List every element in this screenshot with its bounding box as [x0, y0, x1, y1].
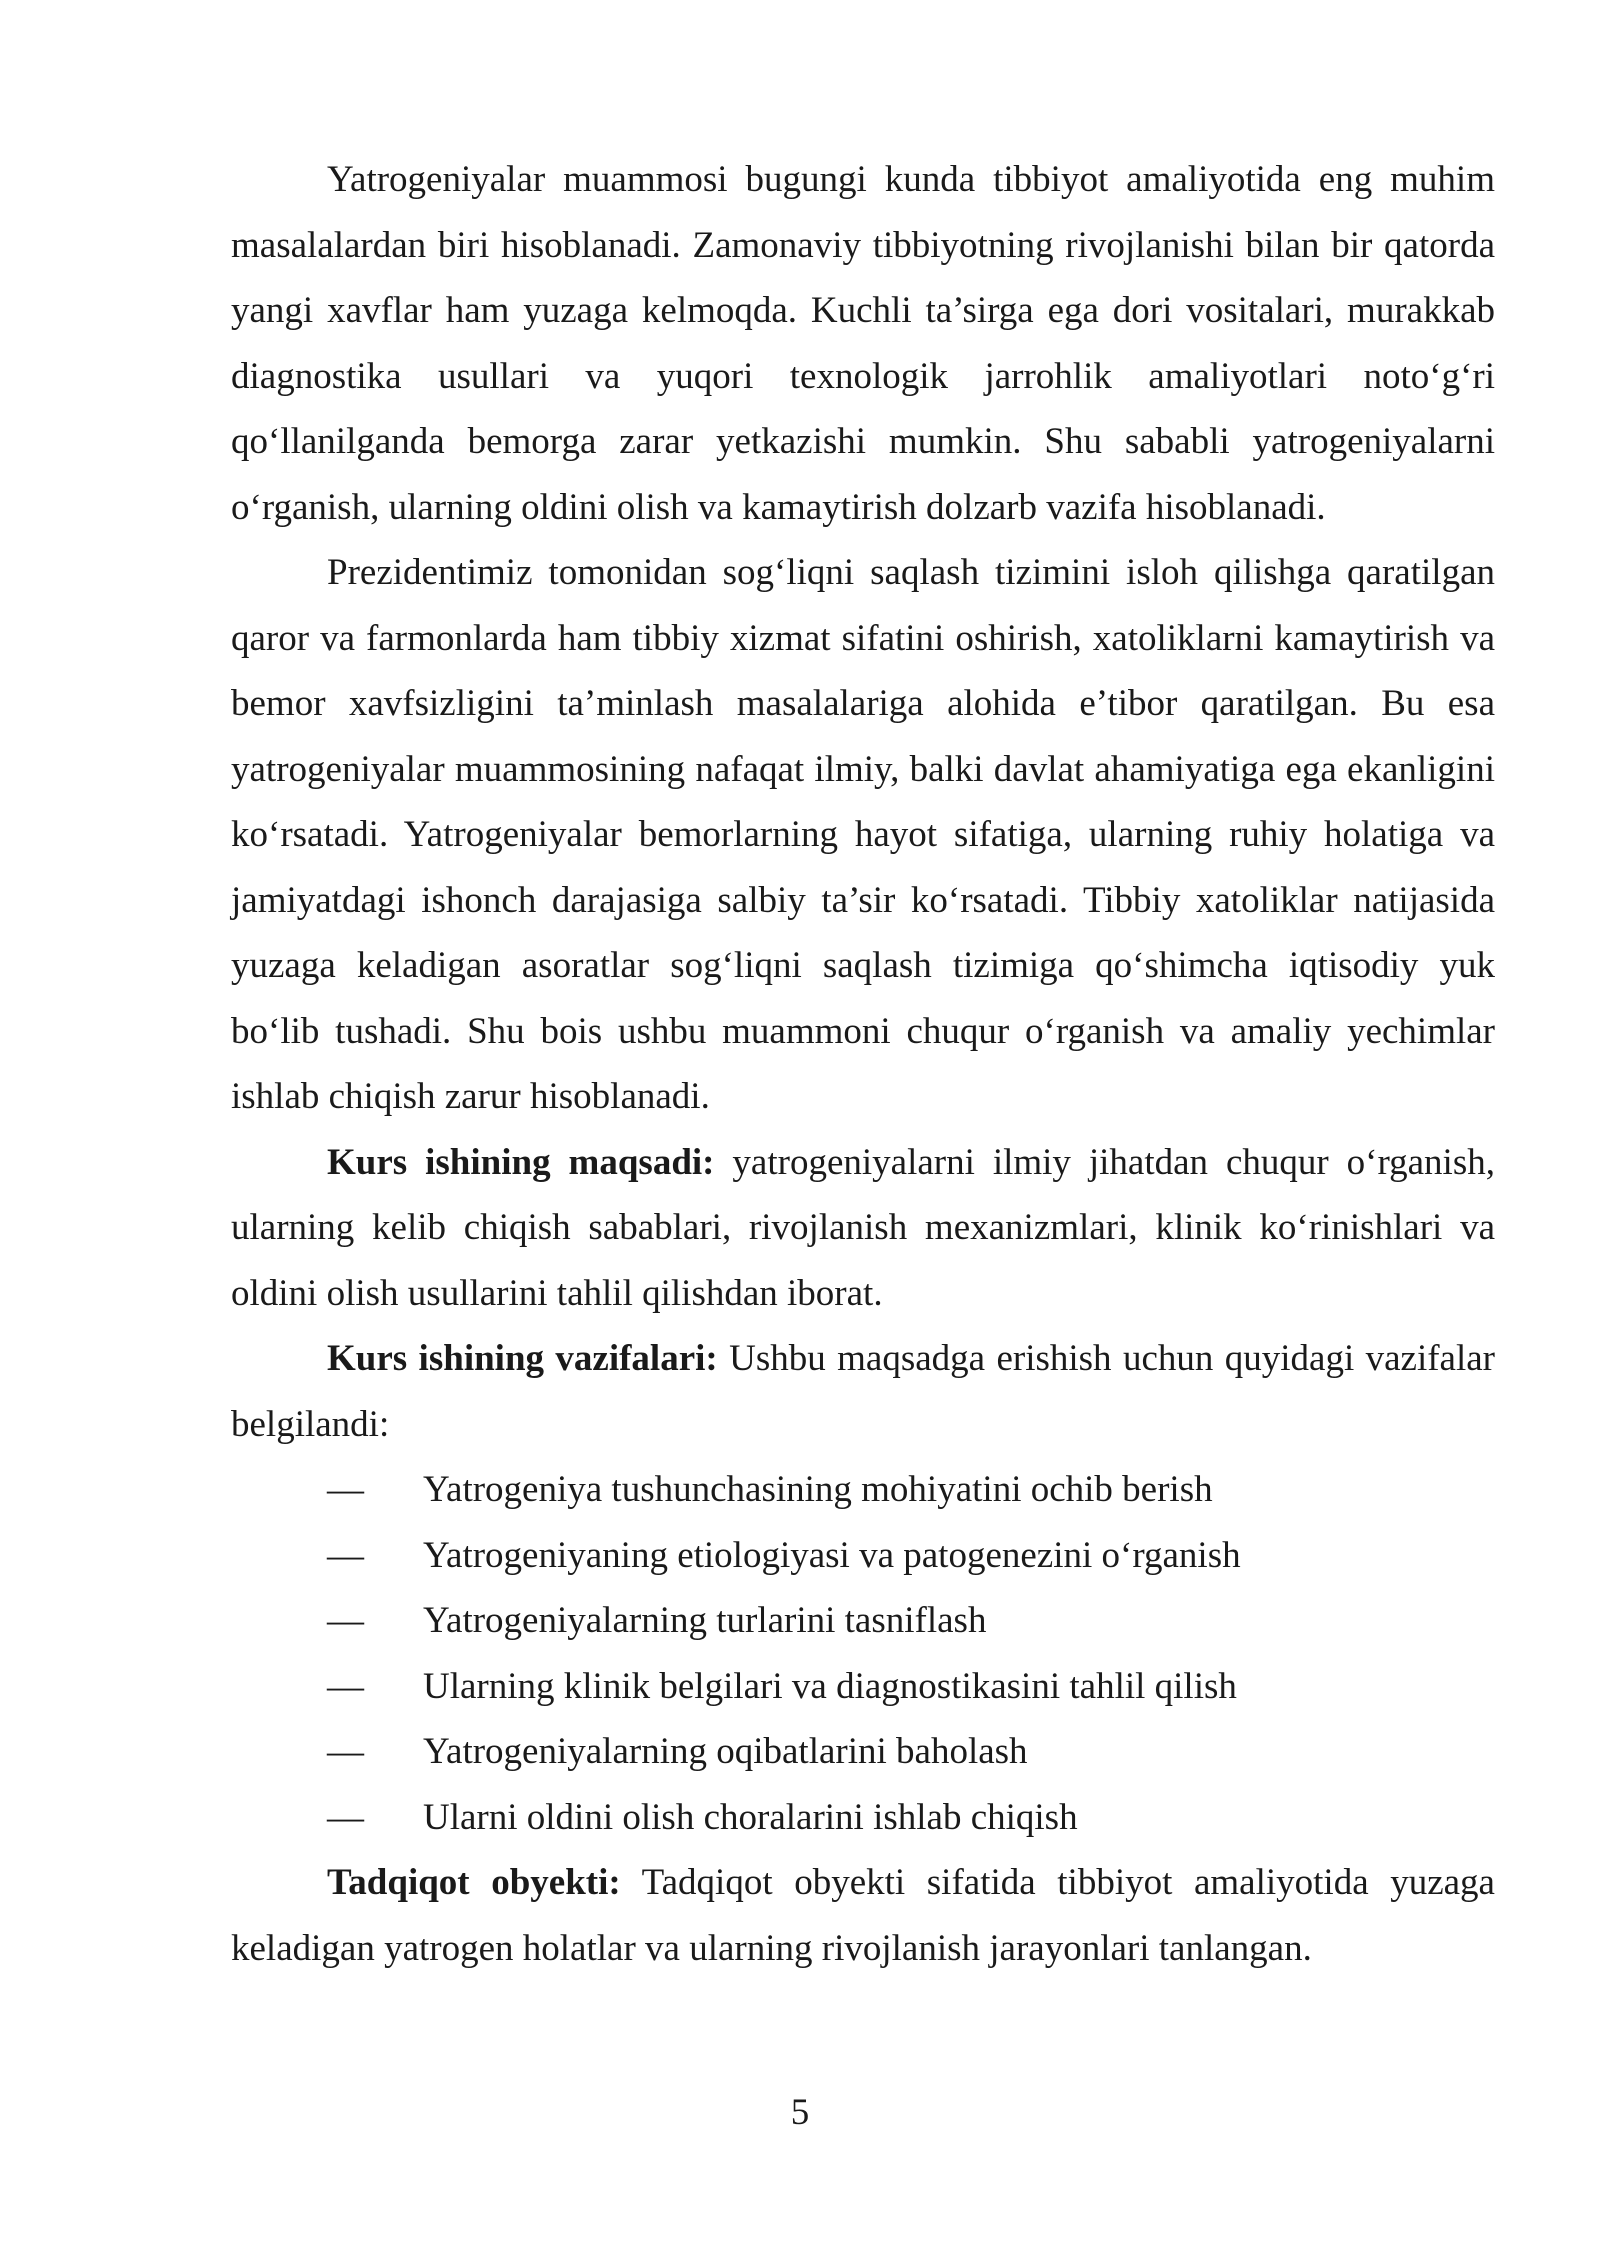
goal-label: Kurs ishining maqsadi:	[327, 1141, 715, 1183]
list-item-text: Yatrogeniya tushunchasining mohiyatini ochib berish	[423, 1469, 1213, 1510]
list-item	[231, 1654, 1495, 1720]
list-dash: —	[327, 1600, 364, 1641]
list-dash: —	[327, 1534, 364, 1576]
tasks-text: Ushbu maqsadga erishish uchun quyidagi vazifalar belgilandi:	[231, 1338, 1495, 1445]
paragraph-intro: Yatrogeniyalar muammosi bugungi kunda tibbiyot amaliyotida eng muhim masalalardan biri hisoblanadi. Zamonaviy tibbiyotning rivojlanishi bilan bir qatorda yangi xavflar ham yuzaga kelmoqda. Kuchli ta’sirga ega dori vositalari, murakkab diagnostika usullari va yuqori texnologik jarrohlik amaliyotlari noto‘g‘ri qo‘llanilganda bemorga zarar yetkazishi mumkin. Shu sababli yatrogeniyalarni o‘rganish, ularning oldini olish va kamaytirish dolzarb vazifa hisoblanadi.	[231, 159, 1495, 528]
list-item	[231, 1719, 1495, 1785]
paragraph-relevance: Prezidentimiz tomonidan sog‘liqni saqlash tizimini isloh qilishga qaratilgan qaror va farmonlarda ham tibbiy xizmat sifatini oshirish, xatoliklarni kamaytirish va bemor xavfsizligini ta’minlash masalalariga alohida e’tibor qaratilgan. Bu esa yatrogeniyalar muammosining nafaqat ilmiy, balki davlat ahamiyatiga ega ekanligini ko‘rsatadi. Yatrogeniyalar bemorlarning hayot sifatiga, ularning ruhiy holatiga va jamiyatdagi ishonch darajasiga salbiy ta’sir ko‘rsatadi. Tibbiy xatoliklar natijasida yuzaga keladigan asoratlar sog‘liqni saqlash tizimiga qo‘shimcha iqtisodiy yuk bo‘lib tushadi. Shu bois ushbu muammoni chuqur o‘rganish va amaliy yechimlar ishlab chiqish zarur hisoblanadi.	[231, 552, 1495, 1117]
list-item	[231, 1785, 1495, 1851]
list-dash: —	[327, 1469, 364, 1510]
list-item-text: Yatrogeniyaning etiologiyasi va patogenezini o‘rganish	[423, 1534, 1241, 1576]
list-dash: —	[327, 1796, 364, 1838]
task-list	[231, 1457, 1495, 1850]
list-item-text: Ularni oldini olish choralarini ishlab chiqish	[423, 1796, 1078, 1838]
goal-text: yatrogeniyalarni ilmiy jihatdan chuqur o‘rganish, ularning kelib chiqish sabablari, rivojlanish mexanizmlari, klinik ko‘rinishlari va oldini olish usullarini tahlil qilishdan iborat.	[231, 1141, 1495, 1314]
list-item	[231, 1588, 1495, 1654]
list-item-text: Yatrogeniyalarning oqibatlarini baholash	[423, 1731, 1028, 1772]
object-text: Tadqiqot obyekti sifatida tibbiyot amaliyotida yuzaga keladigan yatrogen holatlar va ularning rivojlanish jarayonlari tanlangan.	[231, 1862, 1495, 1969]
list-dash: —	[327, 1665, 364, 1707]
object-label: Tadqiqot obyekti:	[327, 1862, 621, 1903]
tasks-label: Kurs ishining vazifalari:	[327, 1338, 718, 1379]
page-number: 5	[790, 2092, 810, 2133]
list-dash: —	[327, 1731, 364, 1772]
paragraph-tasks	[231, 1326, 1495, 1457]
list-item-text: Yatrogeniyalarning turlarini tasniflash	[423, 1600, 987, 1641]
paragraph-goal	[231, 1130, 1495, 1327]
list-item	[231, 1523, 1495, 1589]
list-item	[231, 1457, 1495, 1523]
list-item-text: Ularning klinik belgilari va diagnostikasini tahlil qilish	[423, 1665, 1237, 1707]
paragraph-research-object	[231, 1850, 1495, 1981]
page-body	[231, 147, 1495, 1981]
